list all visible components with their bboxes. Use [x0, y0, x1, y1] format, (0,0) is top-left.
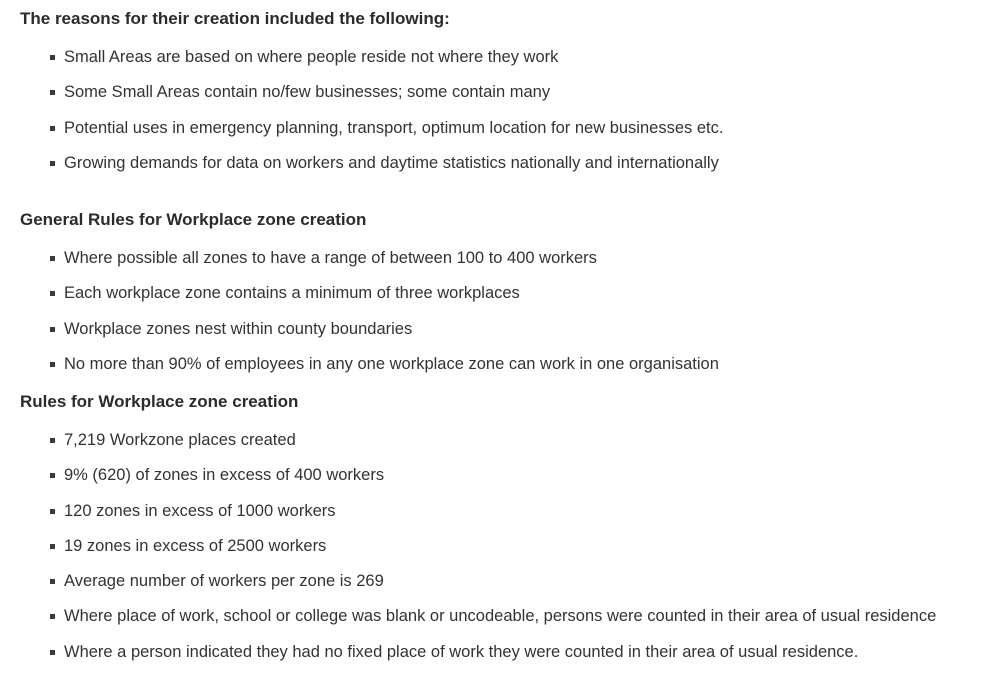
square-bullet-icon	[50, 579, 55, 584]
section-heading-reasons: The reasons for their creation included the following:	[20, 9, 450, 28]
list-item	[20, 117, 723, 152]
general-rules-list	[20, 247, 719, 388]
list-item-text: Potential uses in emergency planning, transport, optimum location for new businesses etc.	[64, 118, 724, 137]
square-bullet-icon	[50, 614, 55, 619]
list-item-text: Growing demands for data on workers and daytime statistics nationally and internationally	[64, 153, 719, 172]
list-item-text: Where possible all zones to have a range of between 100 to 400 workers	[64, 249, 597, 267]
list-item	[20, 282, 719, 317]
square-bullet-icon	[50, 90, 55, 95]
square-bullet-icon	[50, 291, 55, 296]
square-bullet-icon	[50, 161, 55, 166]
list-item-text: 7,219 Workzone places created	[64, 431, 296, 449]
list-item	[20, 570, 936, 605]
list-item	[20, 247, 719, 282]
list-item	[20, 641, 936, 676]
list-item	[20, 353, 719, 388]
section-heading-rules: Rules for Workplace zone creation	[20, 392, 299, 411]
list-item	[20, 318, 719, 353]
list-item-text: Workplace zones nest within county boundaries	[64, 319, 413, 338]
square-bullet-icon	[50, 256, 55, 261]
list-item-text: Each workplace zone contains a minimum of three workplaces	[64, 284, 520, 303]
square-bullet-icon	[50, 438, 55, 443]
list-item-text: 9% (620) of zones in excess of 400 workers	[64, 466, 385, 485]
list-item	[20, 46, 723, 81]
list-item-text: 120 zones in excess of 1000 workers	[64, 501, 336, 520]
list-item	[20, 500, 936, 535]
list-item	[20, 429, 936, 464]
square-bullet-icon	[50, 362, 55, 367]
square-bullet-icon	[50, 327, 55, 332]
square-bullet-icon	[50, 650, 55, 655]
list-item-text: Where a person indicated they had no fixed place of work they were counted in their area of usual residence.	[64, 642, 859, 661]
rules-list	[20, 429, 936, 676]
list-item	[20, 605, 936, 640]
section-heading-general-rules: General Rules for Workplace zone creation	[20, 210, 367, 229]
list-item-text: Where place of work, school or college was blank or uncodeable, persons were counted in their area of usual residence	[64, 607, 937, 626]
square-bullet-icon	[50, 544, 55, 549]
list-item	[20, 81, 723, 116]
list-item-text: 19 zones in excess of 2500 workers	[64, 536, 327, 555]
reasons-list	[20, 46, 723, 187]
list-item-text: No more than 90% of employees in any one workplace zone can work in one organisation	[64, 354, 719, 373]
square-bullet-icon	[50, 509, 55, 514]
square-bullet-icon	[50, 126, 55, 131]
list-item-text: Small Areas are based on where people reside not where they work	[64, 48, 559, 66]
list-item-text: Average number of workers per zone is 269	[64, 572, 384, 591]
square-bullet-icon	[50, 473, 55, 478]
list-item	[20, 464, 936, 499]
list-item-text: Some Small Areas contain no/few businesses; some contain many	[64, 83, 551, 102]
square-bullet-icon	[50, 55, 55, 60]
list-item	[20, 152, 723, 187]
list-item	[20, 535, 936, 570]
